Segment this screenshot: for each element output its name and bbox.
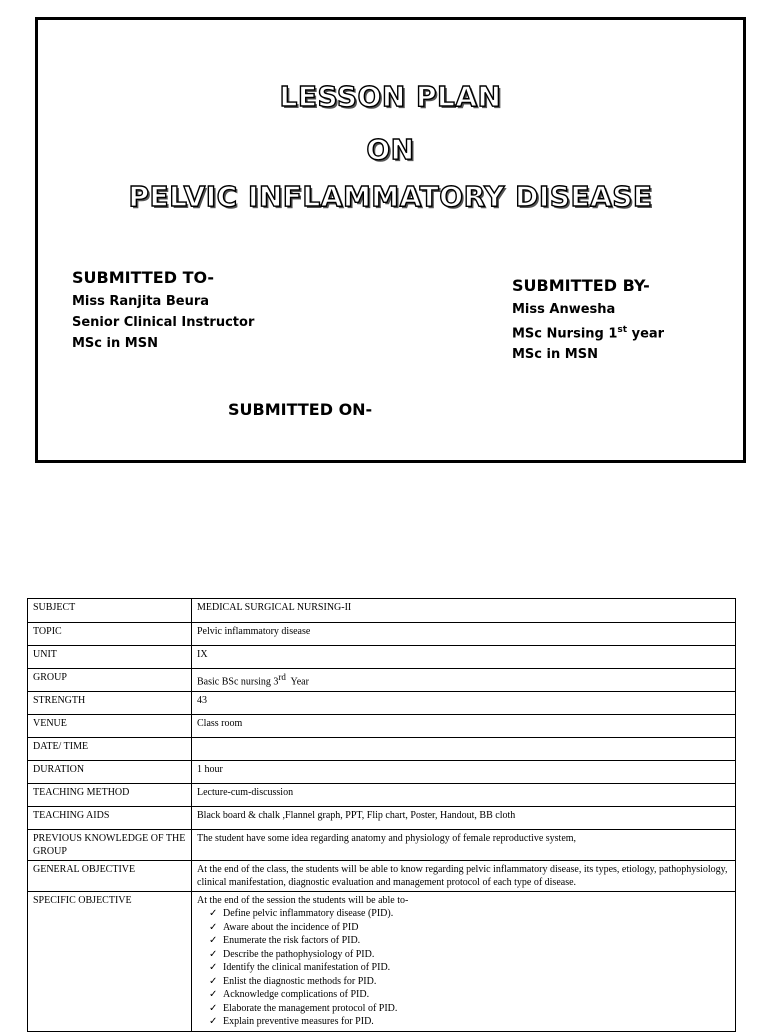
row-label: GROUP — [28, 669, 192, 692]
table-row-specific-objective — [28, 892, 736, 1032]
checkmark-icon: ✓ — [209, 908, 218, 919]
specific-objective-intro: At the end of the session the students will be able to- — [197, 895, 409, 906]
checkmark-icon: ✓ — [209, 1002, 218, 1014]
list-item — [209, 907, 730, 921]
course-sup: st — [617, 325, 628, 335]
table-row-strength — [28, 692, 736, 715]
cover-box — [35, 17, 746, 463]
submitted-on-label: SUBMITTED ON- — [228, 400, 373, 419]
row-value: The student have some idea regarding anatomy and physiology of female reproductive system, — [192, 830, 736, 861]
list-item — [209, 975, 730, 989]
submitted-to-name: Miss Ranjita Beura — [72, 294, 210, 309]
row-value — [192, 738, 736, 761]
row-label: TEACHING AIDS — [28, 807, 192, 830]
list-item-text: Elaborate the management protocol of PID. — [223, 1002, 398, 1014]
row-value: Lecture-cum-discussion — [192, 784, 736, 807]
row-label: DATE/ TIME — [28, 738, 192, 761]
table-row-duration — [28, 761, 736, 784]
table-row-teaching-aids — [28, 807, 736, 830]
row-label: STRENGTH — [28, 692, 192, 715]
table-row-group — [28, 669, 736, 692]
title-line-1: LESSON PLAN — [279, 80, 502, 113]
list-item — [209, 934, 730, 948]
row-label: SUBJECT — [28, 599, 192, 623]
list-item-text: Explain preventive measures for PID. — [223, 1016, 374, 1027]
row-value: Class room — [192, 715, 736, 738]
checkmark-icon: ✓ — [209, 1016, 218, 1027]
row-value — [192, 892, 736, 1032]
row-value: 43 — [192, 692, 736, 715]
submitted-by-block — [512, 276, 664, 365]
table-row-subject — [28, 599, 736, 623]
row-label: VENUE — [28, 715, 192, 738]
list-item — [209, 1015, 730, 1029]
group-suffix: Year — [285, 676, 309, 688]
list-item-text: Identify the clinical manifestation of PID. — [223, 962, 391, 973]
list-item-text: Enumerate the risk factors of PID. — [223, 935, 361, 946]
course-suffix: year — [627, 326, 665, 342]
row-label: PREVIOUS KNOWLEDGE OF THE GROUP — [28, 830, 192, 861]
table-row-previous-knowledge — [28, 830, 736, 861]
list-item-text: Aware about the incidence of PID — [223, 921, 359, 933]
row-value: MEDICAL SURGICAL NURSING-II — [192, 599, 736, 623]
checkmark-icon: ✓ — [209, 935, 218, 946]
table-row-date-time — [28, 738, 736, 761]
checkmark-icon: ✓ — [209, 948, 218, 960]
table-row-venue — [28, 715, 736, 738]
row-label: TEACHING METHOD — [28, 784, 192, 807]
row-value: At the end of the class, the students will be able to know regarding pelvic inflammatory disease, its types, etiology, pathophysiology, clinical manifestation, diagnostic evaluation and management protocol of each type of disease. — [192, 861, 736, 892]
row-label: GENERAL OBJECTIVE — [28, 861, 192, 892]
submitted-by-heading: SUBMITTED BY- — [512, 276, 650, 295]
row-value: Black board & chalk ,Flannel graph, PPT, Flip chart, Poster, Handout, BB cloth — [192, 807, 736, 830]
list-item-text: Acknowledge complications of PID. — [223, 989, 370, 1000]
list-item-text: Enlist the diagnostic methods for PID. — [223, 975, 377, 987]
list-item — [209, 1002, 730, 1016]
table-row-teaching-method — [28, 784, 736, 807]
course-prefix: MSc Nursing 1 — [512, 326, 618, 342]
title-line-2: ON — [366, 133, 415, 166]
list-item — [209, 921, 730, 935]
table-row-general-objective — [28, 861, 736, 892]
table-row-unit — [28, 646, 736, 669]
table-row-topic — [28, 623, 736, 646]
row-value: Pelvic inflammatory disease — [192, 623, 736, 646]
list-item — [209, 988, 730, 1002]
submitted-by-name: Miss Anwesha — [512, 302, 616, 317]
list-item-text: Describe the pathophysiology of PID. — [223, 948, 375, 960]
submitted-to-heading: SUBMITTED TO- — [72, 268, 215, 287]
row-label: TOPIC — [28, 623, 192, 646]
specific-objective-list — [197, 907, 730, 1029]
row-value: 1 hour — [192, 761, 736, 784]
checkmark-icon: ✓ — [209, 975, 218, 987]
checkmark-icon: ✓ — [209, 921, 218, 933]
lesson-plan-table — [27, 598, 736, 1032]
row-label: UNIT — [28, 646, 192, 669]
title-line-3: PELVIC INFLAMMATORY DISEASE — [128, 180, 653, 213]
row-value: IX — [192, 646, 736, 669]
submitted-by-qualification: MSc in MSN — [512, 347, 598, 363]
list-item-text: Define pelvic inflammatory disease (PID). — [223, 908, 394, 919]
row-value — [192, 669, 736, 692]
submitted-by-course — [512, 320, 664, 344]
group-prefix: Basic BSc nursing 3 — [197, 676, 279, 688]
submitted-to-block — [72, 268, 254, 354]
row-label: DURATION — [28, 761, 192, 784]
list-item — [209, 948, 730, 962]
checkmark-icon: ✓ — [209, 989, 218, 1000]
list-item — [209, 961, 730, 975]
submitted-to-qualification: MSc in MSN — [72, 336, 158, 351]
row-label: SPECIFIC OBJECTIVE — [28, 892, 192, 1032]
submitted-to-role: Senior Clinical Instructor — [72, 315, 255, 330]
group-sup: rd — [278, 672, 286, 682]
checkmark-icon: ✓ — [209, 962, 218, 973]
